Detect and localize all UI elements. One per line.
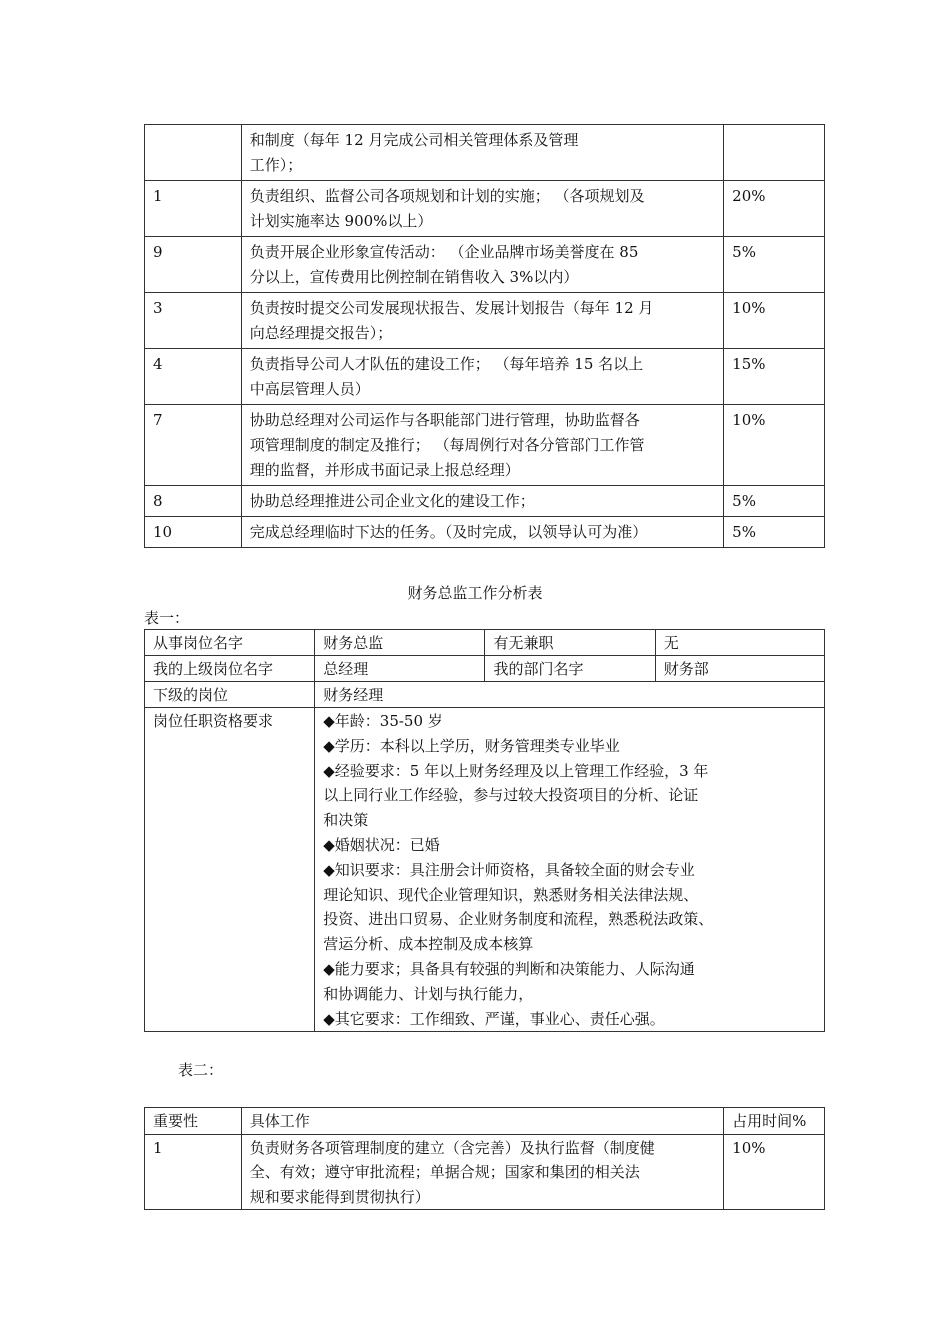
subordinate-value: 财务经理	[315, 682, 825, 708]
duty-line: 理的监督，并形成书面记录上报总经理）	[249, 461, 520, 479]
position-name-label: 从事岗位名字	[145, 630, 315, 656]
duty-line: 和制度（每年 12 月完成公司相关管理体系及管理	[249, 131, 579, 149]
duty-line: 协助总经理推进公司企业文化的建设工作；	[249, 492, 535, 510]
duty-cell	[241, 1134, 723, 1210]
qualification-line: ◆婚姻状况：已婚	[323, 835, 440, 854]
table-row	[145, 656, 825, 682]
table-row	[145, 293, 825, 349]
qualification-line: 以上同行业工作经验，参与过较大投资项目的分析、论证	[323, 786, 699, 805]
table-row	[145, 682, 825, 708]
duty-cell	[241, 237, 723, 293]
duty-line: 负责开展企业形象宣传活动： （企业品牌市场美誉度在 85	[249, 243, 639, 261]
duty-line: 向总经理提交报告）；	[249, 324, 393, 342]
header-time-percent: 占用时间%	[724, 1108, 825, 1135]
table-row	[145, 486, 825, 517]
duty-line: 中高层管理人员）	[249, 380, 370, 398]
duty-cell	[241, 486, 723, 517]
duty-line: 协助总经理对公司运作与各职能部门进行管理，协助监督各	[249, 411, 640, 429]
table-row	[145, 125, 825, 181]
duty-line: 完成总经理临时下达的任务。（及时完成，以领导认可为准）	[249, 523, 648, 541]
subordinate-label: 下级的岗位	[145, 682, 315, 708]
table-row	[145, 630, 825, 656]
qualification-line: 和决策	[323, 811, 369, 830]
qualification-line: ◆经验要求：5 年以上财务经理及以上管理工作经验，3 年	[323, 761, 709, 780]
table-row	[145, 708, 825, 1032]
duty-cell	[241, 293, 723, 349]
qualification-line: 理论知识、现代企业管理知识，熟悉财务相关法律法规、	[323, 885, 699, 904]
percent-cell: 5%	[724, 517, 825, 548]
qualification-line: ◆年龄：35-50 岁	[323, 712, 443, 730]
table-row	[145, 1134, 825, 1210]
header-importance: 重要性	[145, 1108, 242, 1135]
percent-cell: 5%	[724, 486, 825, 517]
importance-cell: 1	[145, 1134, 242, 1210]
header-specific-work: 具体工作	[241, 1108, 723, 1135]
duty-line: 负责组织、监督公司各项规划和计划的实施； （各项规划及	[249, 187, 645, 205]
department-value: 财务部	[655, 656, 824, 682]
qualification-line: ◆其它要求：工作细致、严谨，事业心、责任心强。	[323, 1009, 665, 1028]
qualification-line: ◆学历：本科以上学历，财务管理类专业毕业	[323, 736, 620, 755]
duty-line: 负责指导公司人才队伍的建设工作； （每年培养 15 名以上	[249, 355, 644, 373]
qualification-label: 岗位任职资格要求	[145, 708, 315, 1032]
percent-cell	[724, 125, 825, 181]
percent-cell: 20%	[724, 181, 825, 237]
table-row	[145, 181, 825, 237]
duty-line: 负责财务各项管理制度的建立（含完善）及执行监督（制度健	[249, 1138, 655, 1157]
duty-cell	[241, 181, 723, 237]
percent-cell: 15%	[724, 349, 825, 405]
duties-table-body	[145, 1134, 825, 1210]
importance-cell: 9	[145, 237, 242, 293]
duty-line: 规和要求能得到贯彻执行）	[249, 1187, 430, 1206]
duty-line: 分以上，宣传费用比例控制在销售收入 3%以内）	[249, 268, 579, 286]
duty-cell	[241, 405, 723, 486]
table-row	[145, 517, 825, 548]
table-row	[145, 237, 825, 293]
table-row	[145, 349, 825, 405]
percent-cell: 10%	[724, 293, 825, 349]
importance-cell: 3	[145, 293, 242, 349]
duty-line: 计划实施率达 900%以上）	[249, 212, 433, 230]
table1-label: 表一：	[144, 609, 190, 627]
percent-cell: 10%	[724, 1134, 825, 1210]
qualification-line: ◆能力要求；具备具有较强的判断和决策能力、人际沟通	[323, 959, 695, 978]
qualification-requirements	[315, 708, 825, 1032]
duty-cell	[241, 125, 723, 181]
qualification-line: ◆知识要求：具注册会计师资格，具备较全面的财会专业	[323, 860, 695, 879]
table2-label: 表二：	[178, 1061, 224, 1079]
position-info-table	[144, 629, 825, 1032]
percent-cell: 5%	[724, 237, 825, 293]
duties-table	[144, 1107, 825, 1210]
importance-cell: 8	[145, 486, 242, 517]
qualification-line: 营运分析、成本控制及成本核算	[323, 935, 534, 954]
duty-line: 项管理制度的制定及推行； （每周例行对各分管部门工作管	[249, 436, 645, 454]
qualification-line: 投资、进出口贸易、企业财务制度和流程，熟悉税法政策、	[323, 910, 714, 929]
importance-cell	[145, 125, 242, 181]
percent-cell: 10%	[724, 405, 825, 486]
table-row	[145, 405, 825, 486]
qualification-line: 和协调能力、计划与执行能力，	[323, 984, 534, 1003]
section-title: 财务总监工作分析表	[407, 584, 543, 602]
importance-cell: 4	[145, 349, 242, 405]
duties-table-body	[145, 125, 825, 548]
importance-cell: 10	[145, 517, 242, 548]
superior-value: 总经理	[315, 656, 485, 682]
concurrent-value: 无	[655, 630, 824, 656]
table-header-row	[145, 1108, 825, 1135]
duty-cell	[241, 517, 723, 548]
superior-label: 我的上级岗位名字	[145, 656, 315, 682]
department-label: 我的部门名字	[485, 656, 655, 682]
duty-line: 全、有效；遵守审批流程；单据合规；国家和集团的相关法	[249, 1163, 640, 1181]
concurrent-label: 有无兼职	[485, 630, 655, 656]
duties-table-continued	[144, 124, 825, 548]
importance-cell: 7	[145, 405, 242, 486]
duty-line: 工作）；	[249, 156, 303, 174]
duty-line: 负责按时提交公司发展现状报告、发展计划报告（每年 12 月	[249, 299, 654, 317]
importance-cell: 1	[145, 181, 242, 237]
position-name-value: 财务总监	[315, 630, 485, 656]
duty-cell	[241, 349, 723, 405]
